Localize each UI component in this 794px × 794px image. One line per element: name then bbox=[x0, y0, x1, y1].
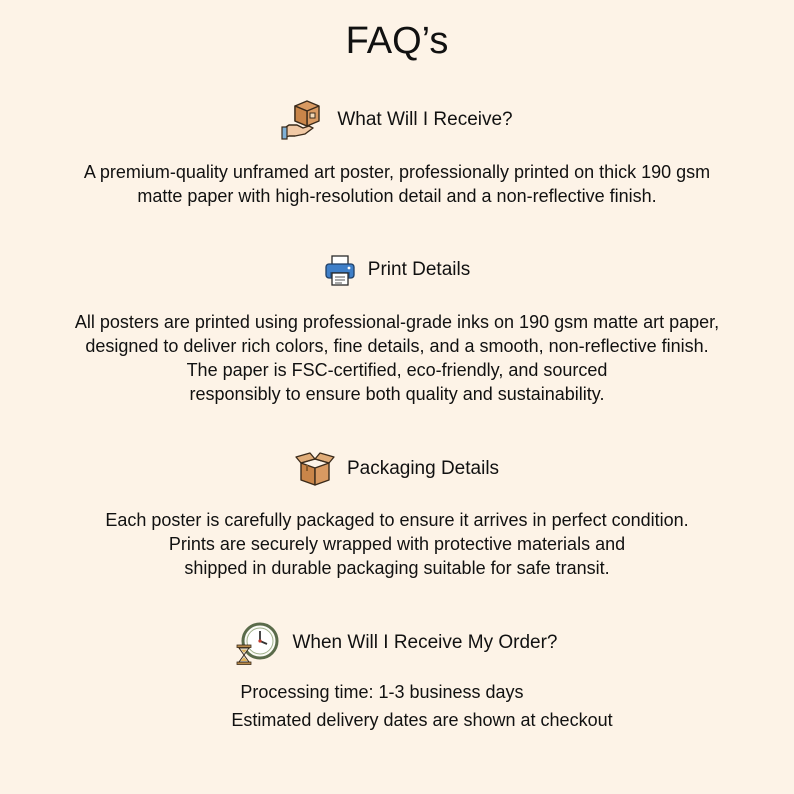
faq-answer-when-will-i-receive bbox=[20, 680, 774, 732]
faq-heading-packaging-details bbox=[0, 450, 794, 488]
answer-line: All posters are printed using professional-grade inks on 190 gsm matte art paper, bbox=[74, 312, 720, 332]
faq-heading-label: When Will I Receive My Order? bbox=[292, 632, 558, 653]
faq-heading-label: Packaging Details bbox=[346, 458, 500, 479]
faq-answer-packaging-details bbox=[20, 508, 774, 580]
page-title: FAQ’s bbox=[345, 20, 449, 62]
answer-line: Estimated delivery dates are shown at checkout bbox=[231, 710, 613, 730]
clock-hourglass-icon bbox=[236, 621, 280, 665]
package-box-icon bbox=[295, 451, 335, 487]
answer-line: responsibly to ensure both quality and sustainability. bbox=[189, 384, 605, 404]
answer-line: Each poster is carefully packaged to ensure it arrives in perfect condition. bbox=[105, 510, 689, 530]
answer-line: shipped in durable packaging suitable for safe transit. bbox=[184, 558, 610, 578]
faq-heading-print-details bbox=[0, 252, 794, 288]
answer-line: Prints are securely wrapped with protective materials and bbox=[168, 534, 626, 554]
faq-heading-when-will-i-receive bbox=[0, 620, 794, 666]
faq-heading-label: Print Details bbox=[367, 259, 471, 280]
answer-line: designed to deliver rich colors, fine details, and a smooth, non-reflective finish. bbox=[85, 336, 709, 356]
answer-line: matte paper with high-resolution detail and a non-reflective finish. bbox=[137, 186, 657, 206]
faq-answer-what-will-i-receive bbox=[20, 160, 774, 208]
faq-answer-print-details bbox=[20, 310, 774, 406]
printer-icon bbox=[324, 254, 356, 286]
answer-line: A premium-quality unframed art poster, professionally printed on thick 190 gsm bbox=[83, 162, 711, 182]
answer-line: The paper is FSC-certified, eco-friendly, and sourced bbox=[186, 360, 608, 380]
hand-box-icon bbox=[281, 99, 325, 141]
faq-heading-what-will-i-receive bbox=[0, 98, 794, 142]
answer-line: Processing time: 1-3 business days bbox=[240, 682, 524, 702]
faq-heading-label: What Will I Receive? bbox=[337, 109, 513, 130]
